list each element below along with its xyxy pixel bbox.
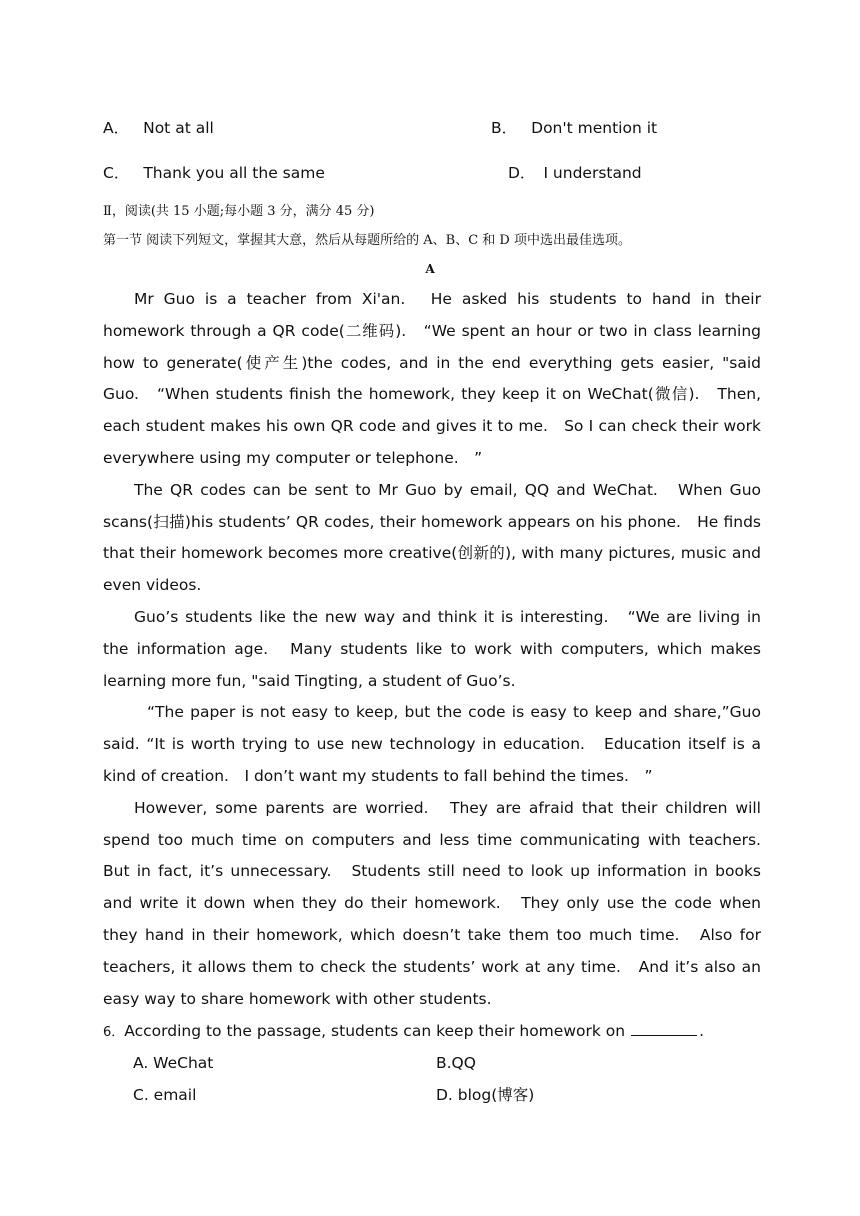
answer-blank[interactable]: [631, 1021, 697, 1036]
option-text: Don't mention it: [531, 119, 658, 137]
option-label: A．: [103, 119, 130, 137]
option-label: D．: [508, 164, 536, 182]
passage-paragraph: Guo’s students like the new way and think it is interesting. “We are living in the information age. Many students like to work with computers, which makes learning more fun, "said Tingting, a student of Guo’s.: [103, 607, 761, 690]
question-6: [103, 1020, 704, 1044]
answer-option-c[interactable]: C. email: [133, 1086, 197, 1104]
answer-option-a[interactable]: A. WeChat: [133, 1054, 214, 1072]
passage-paragraph: Mr Guo is a teacher from Xi'an. He asked his students to hand in their homework through a QR code(二维码). “We spent an hour or two in class learning how to generate(使产生)the codes, and in the end everything gets easier, "said Guo. “When students finish the homework, they keep it on WeChat(微信). Then, each student makes his own QR code and gives it to me. So I can check their work everywhere using my computer or telephone. ”: [103, 290, 761, 467]
section-title: Ⅱ，阅读(共 15 小题;每小题 3 分，满分 45 分): [103, 204, 375, 219]
reading-passage: [103, 284, 777, 1015]
question-stem-end: .: [699, 1022, 704, 1040]
option-text: I understand: [543, 164, 642, 182]
answer-option-b[interactable]: B.QQ: [436, 1054, 476, 1072]
prev-option-b: [491, 118, 657, 138]
answer-option-d[interactable]: D. blog(博客): [436, 1086, 535, 1104]
option-text: Not at all: [143, 119, 214, 137]
section-instruction: 第一节 阅读下列短文，掌握其大意，然后从每题所给的 A、B、C 和 D 项中选出最佳选项。: [103, 233, 631, 248]
option-text: Thank you all the same: [143, 164, 325, 182]
option-label: C．: [103, 164, 130, 182]
prev-option-d: [508, 163, 642, 183]
prev-option-c: [103, 163, 325, 183]
passage-paragraph: “The paper is not easy to keep, but the code is easy to keep and share,”Guo said. “It is worth trying to use new technology in education. Education itself is a kind of creation. I don’t want my students to fall behind the times. ”: [103, 703, 761, 785]
passage-paragraph: The QR codes can be sent to Mr Guo by email, QQ and WeChat. When Guo scans(扫描)his students’ QR codes, their homework appears on his phone. He finds that their homework becomes more creative(创新的), with many pictures, music and even videos.: [103, 480, 761, 595]
passage-paragraph: However, some parents are worried. They are afraid that their children will spend too much time on computers and less time communicating with teachers. But in fact, it’s unnecessary. Students still need to look up information in books and write it down when they do their homework. They only use the code when they hand in their homework, which doesn’t take them too much time. Also for teachers, it allows them to check the students’ work at any time. And it’s also an easy way to share homework with other students.: [103, 798, 777, 1008]
question-number: 6．: [103, 1025, 125, 1040]
passage-letter: A: [425, 262, 435, 276]
question-stem: According to the passage, students can keep their homework on: [124, 1022, 626, 1040]
option-label: B．: [491, 119, 518, 137]
prev-option-a: [103, 118, 214, 138]
